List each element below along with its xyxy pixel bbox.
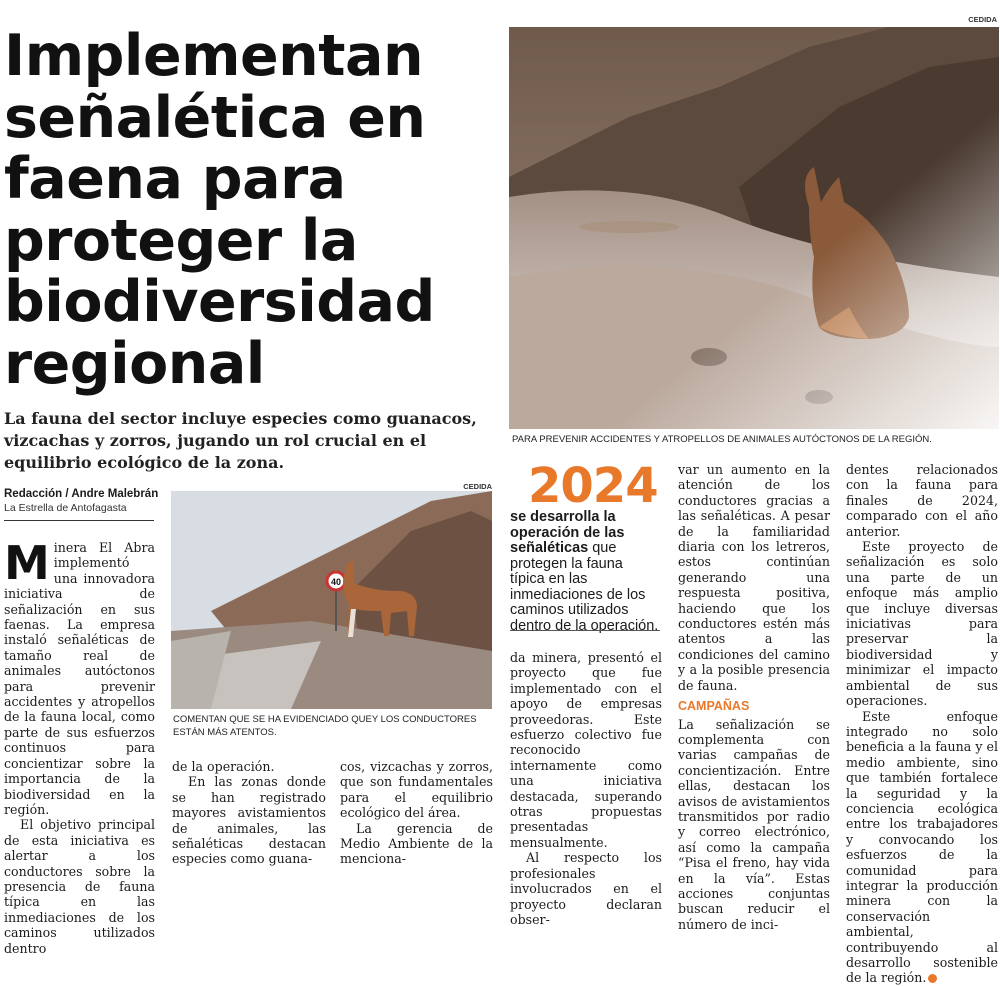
paragraph: dentes relacionados con la fauna para finales de 2024, comparado con el año anterior. [846,462,998,539]
byline-author: Redacción / Andre Malebrán [4,488,159,500]
end-mark-icon: ✚ [928,974,937,983]
paragraph: La gerencia de Medio Ambiente de la menciona- [340,820,493,867]
column-4 [510,650,662,927]
paragraph: cos, vizcachas y zorros, que son fundamentales para el equilibrio ecológico del área. [340,759,493,821]
byline-divider [4,520,154,521]
paragraph: var un aumento en la atención de los conductores gracias a las señaléticas. A pesar de la familiaridad diaria con los letreros, estos continúan generando una respuesta positiva, haciendo que los conductores estén más atentos a las condiciones del camino y a la posible presencia de fauna. [678,462,830,693]
paragraph: La señalización se complementa con varias campañas de concientización. Entre ellas, destacan los avisos de avistamientos transmitidos por radio y correo electrónico, así como la campaña “Pisa el freno, hay vida en la vía”. Estas acciones conjuntas buscan reducir el número de inci- [678,716,830,932]
paragraph: Al respecto los profesionales involucrados en el proyecto declaran obser- [510,850,662,927]
paragraph: Minera El Abra implementó una innovadora iniciativa de señalización en sus faenas. La empresa instaló señaléticas de tamaño real de animales autóctonos para prevenir accidentes y atropellos de la fauna local, como parte de sus esfuerzos continuos para concientizar sobre la importancia de la biodiversidad en la región. [4,536,155,817]
byline-outlet: La Estrella de Antofagasta [4,502,127,514]
speed-limit-value: 40 [330,577,342,587]
secondary-photo [171,491,492,709]
stat-number: 2024 [528,458,658,514]
column-3 [340,759,493,867]
paragraph: de la operación. [172,759,275,774]
main-photo [509,27,999,429]
dropcap: M [4,536,50,590]
main-photo-caption: PARA PREVENIR ACCIDENTES Y ATROPELLOS DE ANIMALES AUTÓCTONOS DE LA REGIÓN. [512,434,932,445]
guanaco-sign-photo [171,491,492,709]
paragraph: En las zonas donde se han registrado mayores avistamientos de animales, las señaléticas destacan especies como guana- [172,774,326,867]
stat-divider [510,630,660,631]
paragraph: Este proyecto de señalización es solo una parte de un enfoque más amplio que incluye diversas iniciativas para preservar la biodiversidad y minimizar el impacto ambiental de sus operaciones. [846,539,998,709]
secondary-photo-credit: CEDIDA [463,482,492,491]
column-5 [678,462,830,932]
main-photo-credit: CEDIDA [968,15,997,24]
secondary-photo-caption: COMENTAN QUE SE HA EVIDENCIADO QUEY LOS CONDUCTORES ESTÁN MÁS ATENTOS. [173,714,477,738]
section-subhead: CAMPAÑAS [678,699,750,714]
column-6 [846,462,998,986]
byline [4,488,164,514]
paragraph: da minera, presentó el proyecto que fue implementado con el apoyo de empresas proveedoras. Este esfuerzo colectivo fue reconocido internamente como una iniciativa destacada, superando otras propuestas presentadas mensualmente. [510,650,662,850]
headline: Implementan señalética en faena para proteger la biodiversidad regional [4,23,435,397]
paragraph: El objetivo principal de esta iniciativa es alertar a los conductores sobre la presencia de fauna típica en las inmediaciones de los caminos utilizados dentro [4,817,155,956]
vizcacha-sign-photo [509,27,999,429]
stat-text: se desarrolla la operación de las señaléticas que protegen la fauna típica en las inmediaciones de los caminos utilizados dentro de la operación. [510,509,659,634]
lead-paragraph: La fauna del sector incluye especies como guanacos, vizcachas y zorros, jugando un rol crucial en el equilibrio ecológico de la zona. [4,409,477,472]
paragraph: Este enfoque integrado no solo beneficia a la fauna y el medio ambiente, sino que también fortalece la seguridad y la conciencia ecológica entre los trabajadores y convocando los esfuerzos de la comunidad para integrar la producción minera con la conservación ambiental, contribuyendo al desarrollo sostenible de la región. ✚ [846,708,998,986]
column-1 [4,536,155,956]
column-2 [172,759,326,867]
